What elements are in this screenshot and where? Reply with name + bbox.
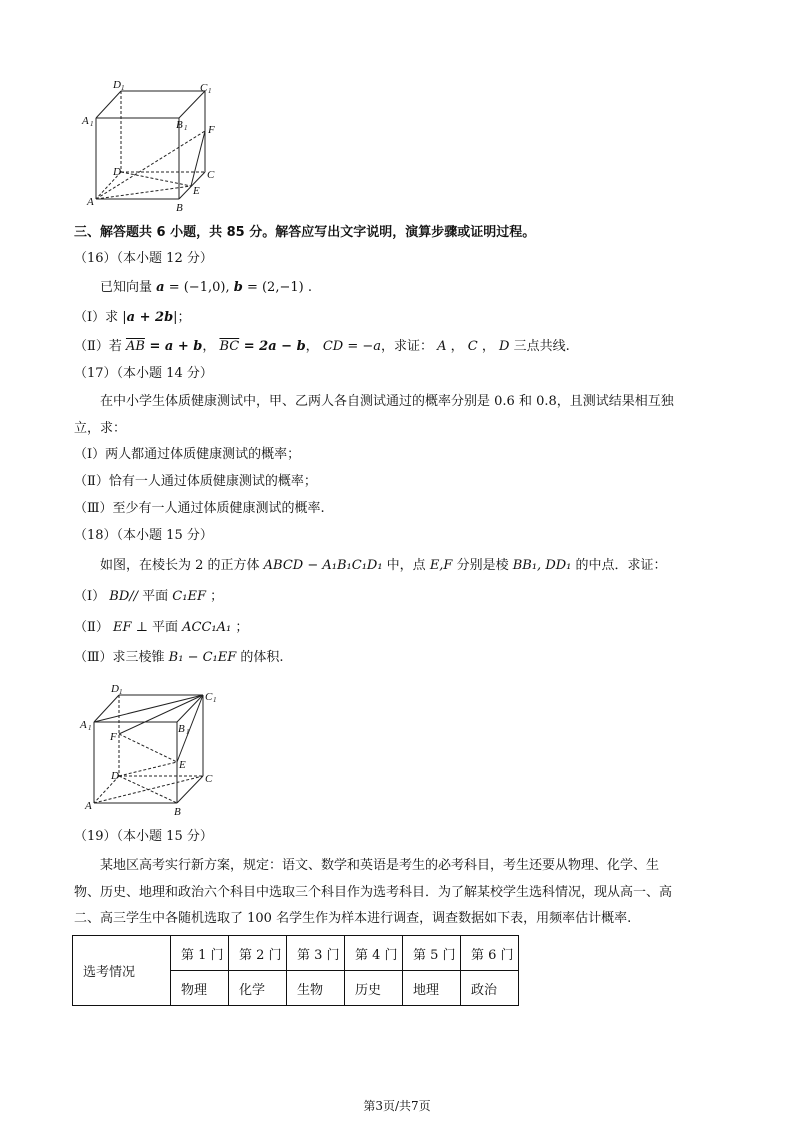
svg-text:1: 1 <box>88 724 92 732</box>
svg-text:1: 1 <box>184 124 188 132</box>
q18-heading: （18）（本小题 15 分） <box>74 528 213 543</box>
label-A: A <box>85 800 92 812</box>
subject-cell: 物理 <box>171 971 229 1006</box>
subject-cell: 化学 <box>229 971 287 1006</box>
label-E: E <box>179 759 186 771</box>
svg-text:1: 1 <box>208 87 212 95</box>
q16-part2: （Ⅱ）若 $\overline{AB} = a + b$， $\overline{BC} = 2a - b$， CD = −a，求证： A ， C ， D 三点共线. <box>74 339 570 354</box>
svg-text:1: 1 <box>119 688 123 696</box>
header-cell: 第 6 门 <box>461 936 519 971</box>
q18-part2: （Ⅱ） EF ⊥ 平面 ACC₁A₁ ； <box>74 620 249 635</box>
label-D: D <box>113 166 121 178</box>
header-cell: 第 1 门 <box>171 936 229 971</box>
q18-intro: 如图，在棱长为 2 的正方体 ABCD − A₁B₁C₁D₁ 中，点 E,F 分别是棱 BB₁, DD₁ 的中点．求证： <box>100 558 667 573</box>
page-footer: 第3页/共7页 <box>363 1099 431 1113</box>
q19-intro-line3: 二、高三学生中各随机选取了 100 名学生作为样本进行调查，调查数据如下表，用频率估计概率. <box>74 911 632 926</box>
label-B: B <box>174 806 181 817</box>
q19-intro-line2: 物、历史、地理和政治六个科目中选取三个科目作为选考科目．为了解某校学生选科情况，现从高一、高 <box>74 885 673 900</box>
label-C1: C <box>200 82 208 94</box>
header-cell: 第 4 门 <box>345 936 403 971</box>
svg-text:1: 1 <box>90 120 94 128</box>
label-A1: A <box>82 115 89 127</box>
label-D: D <box>111 770 119 782</box>
table-row <box>73 936 519 971</box>
header-cell: 第 2 门 <box>229 936 287 971</box>
svg-text:1: 1 <box>121 84 125 92</box>
q17-heading: （17）（本小题 14 分） <box>74 366 213 381</box>
label-B: B <box>176 202 183 213</box>
q18-part3: （Ⅲ）求三棱锥 B₁ − C₁EF 的体积. <box>74 650 284 665</box>
header-cell: 第 5 门 <box>403 936 461 971</box>
cube-figure-1 <box>80 78 230 213</box>
q16-part1: （Ⅰ）求 |a + 2b|； <box>74 310 191 325</box>
cube-figure-2 <box>78 682 228 817</box>
label-A: A <box>87 196 94 208</box>
q17-part1: （Ⅰ）两人都通过体质健康测试的概率； <box>74 447 301 462</box>
q17-part2: （Ⅱ）恰有一人通过体质健康测试的概率； <box>74 474 317 489</box>
q18-part1: （Ⅰ） BD// 平面 C₁EF ； <box>74 589 224 604</box>
label-C: C <box>205 773 213 785</box>
q17-part3: （Ⅲ）至少有一人通过体质健康测试的概率. <box>74 501 325 516</box>
q19-heading: （19）（本小题 15 分） <box>74 829 213 844</box>
q16-heading: （16）（本小题 12 分） <box>74 251 213 266</box>
subject-cell: 历史 <box>345 971 403 1006</box>
subject-cell: 政治 <box>461 971 519 1006</box>
q19-intro-line1: 某地区高考实行新方案，规定：语文、数学和英语是考生的必考科目，考生还要从物理、化学、生 <box>100 858 660 873</box>
svg-text:1: 1 <box>213 696 217 704</box>
label-A1: A <box>80 719 87 731</box>
label-D1: D <box>111 683 119 695</box>
header-cell: 第 3 门 <box>287 936 345 971</box>
label-D1: D <box>113 79 121 91</box>
row-header-cell: 选考情况 <box>73 936 171 1006</box>
label-E: E <box>193 185 200 197</box>
subject-cell: 生物 <box>287 971 345 1006</box>
section-header: 三、解答题共 6 小题，共 85 分。解答应写出文字说明，演算步骤或证明过程。 <box>74 225 536 240</box>
label-F: F <box>110 731 117 743</box>
label-C1: C <box>205 691 213 703</box>
label-B1: B <box>178 723 185 735</box>
label-C: C <box>207 169 215 181</box>
label-F: F <box>208 124 215 136</box>
label-B1: B <box>176 119 183 131</box>
svg-text:1: 1 <box>186 728 190 736</box>
q16-intro: 已知向量 a = (−1,0), b = (2,−1) . <box>100 280 312 295</box>
q17-intro-line2: 立，求： <box>74 421 127 436</box>
selection-table <box>72 935 519 1006</box>
subject-cell: 地理 <box>403 971 461 1006</box>
q17-intro-line1: 在中小学生体质健康测试中，甲、乙两人各自测试通过的概率分别是 0.6 和 0.8，且测试结果相互独 <box>100 394 674 409</box>
